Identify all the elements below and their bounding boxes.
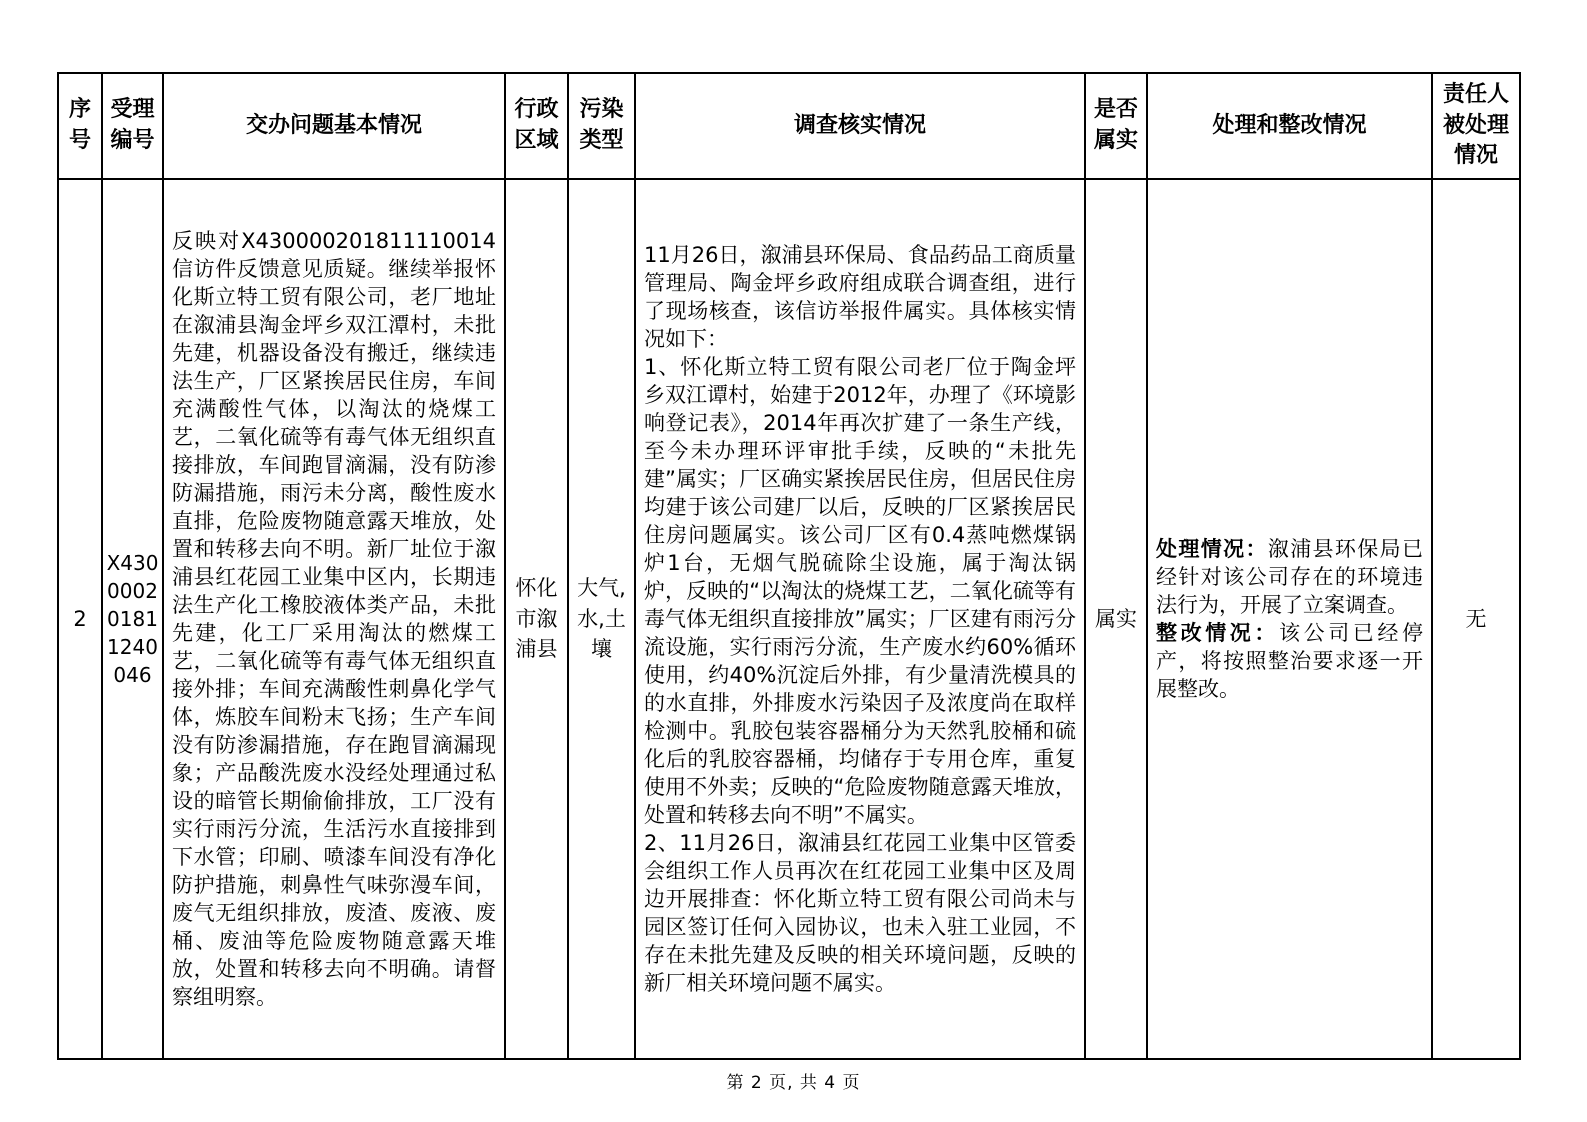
header-case-number: 受理编号: [102, 73, 163, 179]
header-row: [58, 73, 1520, 179]
verification-paragraph-2: 2、11月26日，溆浦县红花园工业集中区管委会组织工作人员再次在红花园工业集中区及周边开展排查：怀化斯立特工贸有限公司尚未与园区签订任何入园协议，也未入驻工业园，不存在未批先建及反映的相关环境问题，反映的新厂相关环境问题不属实。: [644, 831, 1076, 995]
header-handling: 处理和整改情况: [1147, 73, 1432, 179]
verification-paragraph-1: 1、怀化斯立特工贸有限公司老厂位于陶金坪乡双江谭村，始建于2012年，办理了《环境影响登记表》，2014年再次扩建了一条生产线，至今未办理环评审批手续，反映的“未批先建”属实；厂区确实紧挨居民住房，但居民住房均建于该公司建厂以后，反映的厂区紧挨居民住房问题属实。该公司厂区有0.4蒸吨燃煤锅炉1台，无烟气脱硫除尘设施，属于淘汰锅炉，反映的“以淘汰的烧煤工艺，二氧化硫等有毒气体无组织直接排放”属实；厂区建有雨污分流设施，实行雨污分流，生产废水约60%循环使用，约40%沉淀后外排，有少量清洗模具的的水直排，外排废水污染因子及浓度尚在取样检测中。乳胶包装容器桶分为天然乳胶桶和硫化后的乳胶容器桶，均储存于专用仓库，重复使用不外卖；反映的“危险废物随意露天堆放，处置和转移去向不明”不属实。: [644, 355, 1076, 827]
table-row: [58, 179, 1520, 1059]
handling-label: 处理情况：: [1156, 537, 1268, 561]
rectification-text: 该公司已经停产，将按照整治要求逐一开展整改。: [1156, 621, 1423, 701]
page-number: 第 2 页, 共 4 页: [726, 1073, 861, 1093]
rectification-paragraph: [1156, 619, 1423, 703]
cell-region: 怀化市溆浦县: [505, 179, 568, 1059]
verification-paragraph-intro: 11月26日，溆浦县环保局、食品药品工商质量管理局、陶金坪乡政府组成联合调查组，进行了现场核查，该信访举报件属实。具体核实情况如下：: [644, 243, 1076, 351]
cell-case-number: X430000201811240046: [102, 179, 163, 1059]
cell-verification: [635, 179, 1085, 1059]
cell-pollution-type: 大气,水,土壤: [568, 179, 635, 1059]
handling-text: 溆浦县环保局已经针对该公司存在的环境违法行为，开展了立案调查。: [1156, 537, 1424, 617]
cell-problem-description: 反映对X430000201811110014信访件反馈意见质疑。继续举报怀化斯立特工贸有限公司，老厂地址在溆浦县淘金坪乡双江潭村，未批先建，机器设备没有搬迁，继续违法生产，厂区紧挨居民住房，车间充满酸性气体，以淘汰的烧煤工艺，二氧化硫等有毒气体无组织直接排放，车间跑冒滴漏，没有防渗防漏措施，雨污未分离，酸性废水直排，危险废物随意露天堆放，处置和转移去向不明。新厂址位于溆浦县红花园工业集中区内，长期违法生产化工橡胶液体类产品，未批先建，化工厂采用淘汰的燃煤工艺，二氧化硫等有毒气体无组织直接外排；车间充满酸性刺鼻化学气体，炼胶车间粉末飞扬；生产车间没有防渗漏措施，存在跑冒滴漏现象；产品酸洗废水没经处理通过私设的暗管长期偷偷排放，工厂没有实行雨污分流，生活污水直接排到下水管；印刷、喷漆车间没有净化防护措施，刺鼻性气味弥漫车间，废气无组织排放，废渣、废液、废桶、废油等危险废物随意露天堆放，处置和转移去向不明确。请督察组明察。: [163, 179, 505, 1059]
header-is-true: 是否属实: [1085, 73, 1147, 179]
cell-serial-number: 2: [58, 179, 102, 1059]
header-accountability: 责任人被处理情况: [1432, 73, 1520, 179]
header-region: 行政区域: [505, 73, 568, 179]
cell-is-true: 属实: [1085, 179, 1147, 1059]
handling-paragraph: [1156, 535, 1423, 619]
complaint-table: [57, 72, 1521, 1060]
header-pollution-type: 污染类型: [568, 73, 635, 179]
header-problem: 交办问题基本情况: [163, 73, 505, 179]
header-serial: 序号: [58, 73, 102, 179]
rectification-label: 整改情况：: [1156, 621, 1279, 645]
cell-handling: [1147, 179, 1432, 1059]
cell-accountability: 无: [1432, 179, 1520, 1059]
header-verification: 调查核实情况: [635, 73, 1085, 179]
